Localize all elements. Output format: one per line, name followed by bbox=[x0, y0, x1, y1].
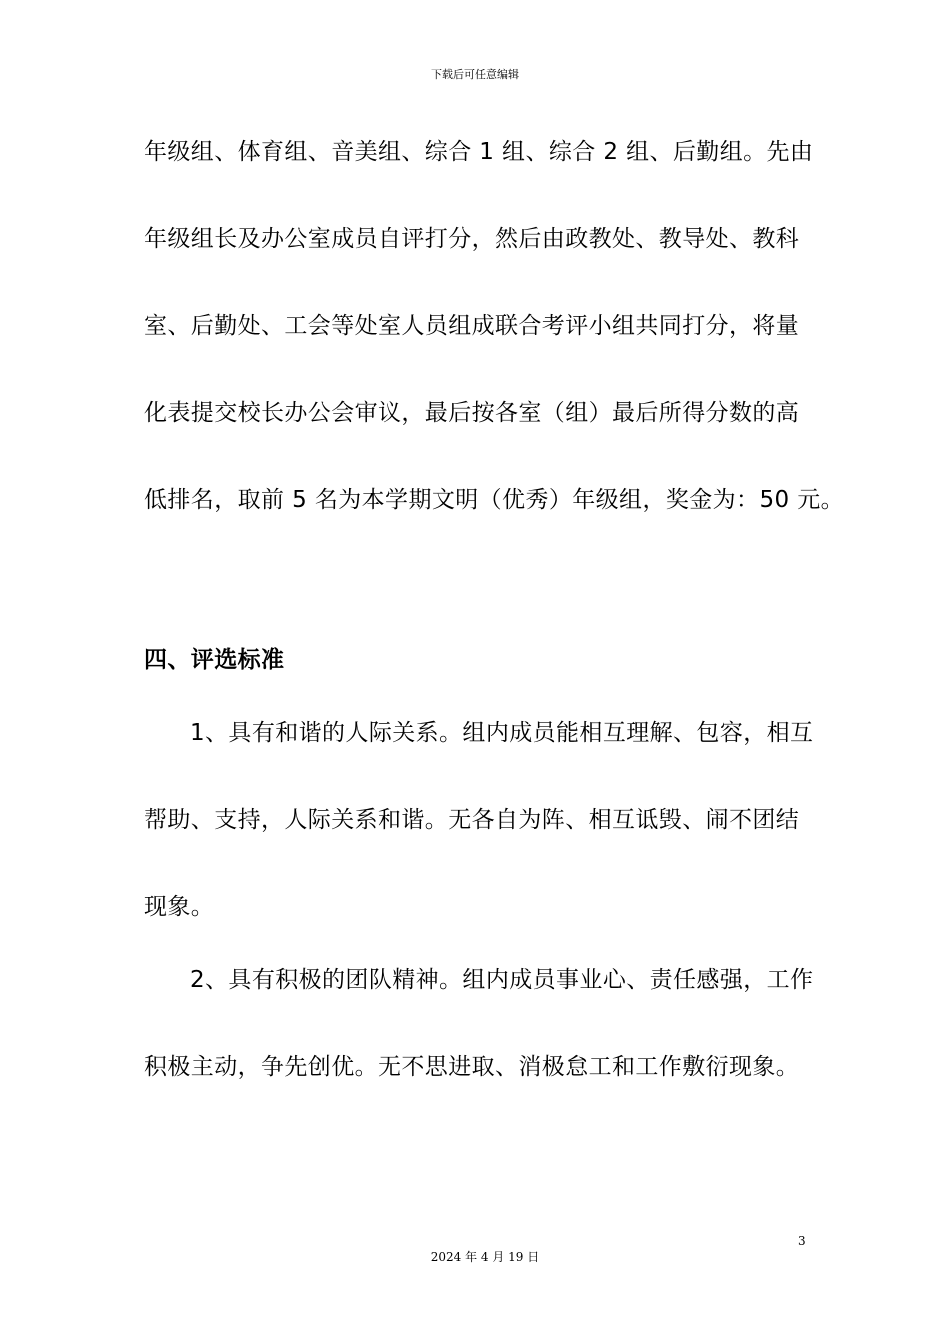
body-line: 年级组、体育组、音美组、综合 1 组、综合 2 组、后勤组。先由 bbox=[144, 139, 814, 165]
header-note: 下载后可任意编辑 bbox=[431, 68, 519, 81]
body-line: 1、具有和谐的人际关系。组内成员能相互理解、包容，相互 bbox=[190, 720, 814, 746]
body-line: 现象。 bbox=[144, 894, 215, 920]
page-number: 3 bbox=[798, 1234, 806, 1248]
body-line: 积极主动，争先创优。无不思进取、消极怠工和工作敷衍现象。 bbox=[144, 1054, 800, 1080]
body-line: 室、后勤处、工会等处室人员组成联合考评小组共同打分，将量 bbox=[144, 313, 800, 339]
body-line: 帮助、支持，人际关系和谐。无各自为阵、相互诋毁、闹不团结 bbox=[144, 807, 800, 833]
body-line: 化表提交校长办公会审议，最后按各室（组）最后所得分数的高 bbox=[144, 400, 800, 426]
footer-date: 2024 年 4 月 19 日 bbox=[430, 1250, 540, 1264]
body-line: 2、具有积极的团队精神。组内成员事业心、责任感强，工作 bbox=[190, 967, 814, 993]
body-line: 低排名，取前 5 名为本学期文明（优秀）年级组，奖金为：50 元。 bbox=[144, 487, 845, 513]
section-heading: 四、评选标准 bbox=[144, 647, 285, 673]
body-line: 年级组长及办公室成员自评打分，然后由政教处、教导处、教科 bbox=[144, 226, 800, 252]
